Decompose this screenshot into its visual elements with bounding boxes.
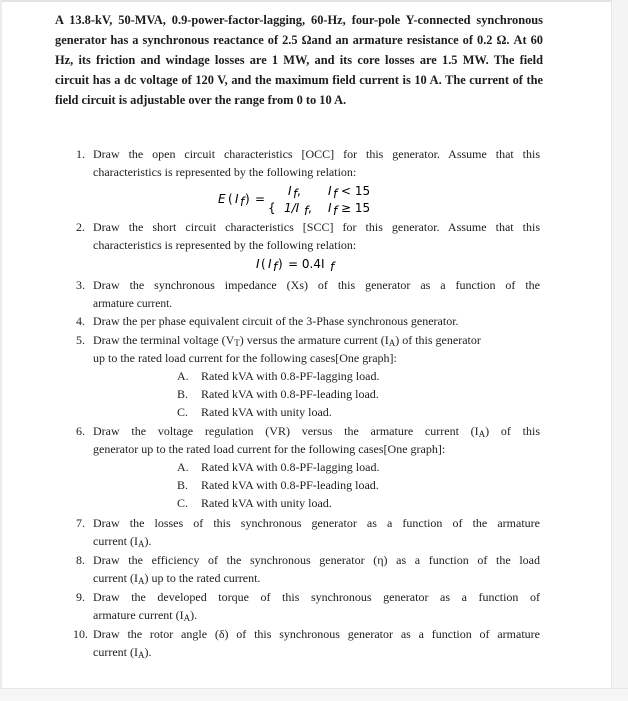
occ-arg-var: I — [235, 192, 239, 206]
item-7-number: 7. — [76, 516, 85, 530]
item-5-case-b-letter: B. — [177, 387, 189, 401]
item-6-case-c-text: Rated kVA with unity load. — [201, 496, 332, 510]
item-2-line-2: characteristics is represented by the following relation: — [93, 238, 357, 252]
occ-case1-cond-sub: f — [333, 187, 338, 201]
item-5-case-a-letter: A. — [177, 369, 189, 383]
item-2-line-1: Draw the short circuit characteristics [SCC] for this generator. Assume that this — [93, 220, 540, 234]
item-4-line-1: Draw the per phase equivalent circuit of the 3-Phase synchronous generator. — [93, 314, 459, 328]
page-bottom-margin — [0, 688, 628, 701]
problem-statement: A 13.8-kV, 50-MVA, 0.9-power-factor-lagging, 60-Hz, four-pole Y-connected synchronous generator has a synchronous reactance of 2.5 Ωand an armature resistance of 0.2 Ω. At 60 Hz, its friction and windage losses are 1 MW, and its core losses are 1.5 MW. The field circuit has a dc voltage of 120 V, and the maximum field current is 10 A. The current of the field circuit is adjustable over the range from 0 to 10 A. — [55, 13, 543, 107]
occ-case1-cond: < 15 — [341, 184, 371, 198]
item-1-line-1: Draw the open circuit characteristics [OCC] for this generator. Assume that this — [93, 147, 540, 161]
item-10-line-2: current $(I_A)$. — [93, 645, 152, 660]
occ-case2-cond: ≥ 15 — [341, 201, 371, 215]
item-4-number: 4. — [76, 314, 85, 328]
item-6-case-c-letter: C. — [177, 496, 189, 510]
item-2-number: 2. — [76, 220, 85, 234]
item-7-line-1: Draw the losses of this synchronous generator as a function of the armature — [93, 516, 540, 530]
occ-case1-expr: I — [288, 184, 292, 198]
scc-arg-sub: f — [273, 260, 278, 274]
occ-equation — [210, 178, 410, 218]
item-10-line-1: Draw the rotor angle (δ) of this synchronous generator as a function of armature — [93, 627, 540, 641]
occ-case1-sub: f — [293, 187, 298, 201]
item-5-line-2: up to the rated load current for the following cases[One graph]: — [93, 351, 397, 365]
occ-open-paren: ( — [228, 192, 233, 206]
item-6-case-b-letter: B. — [177, 478, 189, 492]
occ-brace: { — [268, 201, 276, 215]
item-5-case-a-text: Rated kVA with 0.8-PF-lagging load. — [201, 369, 380, 383]
item-8-line-2: current $(I_A)$ up to the rated current. — [93, 571, 261, 586]
item-8-line-1: Draw the efficiency of the synchronous generator (η) as a function of the load — [93, 553, 540, 567]
scc-rhs: = 0.4I — [288, 257, 325, 271]
occ-case2-cond-var: I — [328, 201, 332, 215]
item-6-case-a-letter: A. — [177, 460, 189, 474]
item-6-case-b-text: Rated kVA with 0.8-PF-leading load. — [201, 478, 379, 492]
page-top-edge — [0, 0, 628, 2]
item-5-case-b-text: Rated kVA with 0.8-PF-leading load. — [201, 387, 379, 401]
item-9-number: 9. — [76, 590, 85, 604]
occ-case2-expr: 1/I — [284, 201, 300, 215]
occ-arg-sub: f — [240, 195, 245, 209]
item-5-case-c-text: Rated kVA with unity load. — [201, 405, 332, 419]
scc-equation — [248, 252, 368, 274]
scc-open-paren: ( — [261, 257, 266, 271]
item-5-number: 5. — [76, 333, 85, 347]
item-5-line-1: Draw the terminal voltage $(V_T)$ versus the armature current $(I_A)$ of this generator — [93, 333, 481, 348]
item-9-line-2: armature current $(I_A)$. — [93, 608, 198, 623]
occ-case1-comma: , — [297, 184, 301, 198]
item-1-line-2: characteristics is represented by the following relation: — [93, 165, 357, 179]
scc-arg-var: I — [268, 257, 272, 271]
scc-rhs-sub: f — [330, 260, 335, 274]
occ-close-paren: ) — [245, 192, 250, 206]
scc-lhs-symbol: I — [256, 257, 260, 271]
item-6-line-1: Draw the voltage regulation (VR) versus the armature current $(I_A)$ of this — [93, 424, 540, 439]
page-right-margin — [611, 0, 628, 700]
item-8-number: 8. — [76, 553, 85, 567]
occ-case2-sub: f — [304, 204, 309, 218]
item-10-number: 10. — [73, 627, 88, 641]
item-1-number: 1. — [76, 147, 85, 161]
item-3-number: 3. — [76, 278, 85, 292]
item-6-number: 6. — [76, 424, 85, 438]
item-6-line-2: generator up to the rated load current for the following cases[One graph]: — [93, 442, 446, 456]
occ-equals: = — [255, 192, 266, 206]
scc-close-paren: ) — [278, 257, 283, 271]
page-left-edge — [0, 0, 2, 700]
occ-case2-comma: , — [308, 201, 312, 215]
item-9-line-1: Draw the developed torque of this synchronous generator as a function of — [93, 590, 540, 604]
item-3-line-1: Draw the synchronous impedance (Xs) of this generator as a function of the — [93, 278, 540, 292]
item-3-line-2: armature current. — [93, 298, 173, 310]
item-7-line-2: current $(I_A)$. — [93, 534, 152, 549]
item-5-case-c-letter: C. — [177, 405, 189, 419]
occ-case2-cond-sub: f — [333, 204, 338, 218]
item-6-case-a-text: Rated kVA with 0.8-PF-lagging load. — [201, 460, 380, 474]
occ-lhs-symbol: E — [218, 192, 226, 206]
occ-case1-cond-var: I — [328, 184, 332, 198]
